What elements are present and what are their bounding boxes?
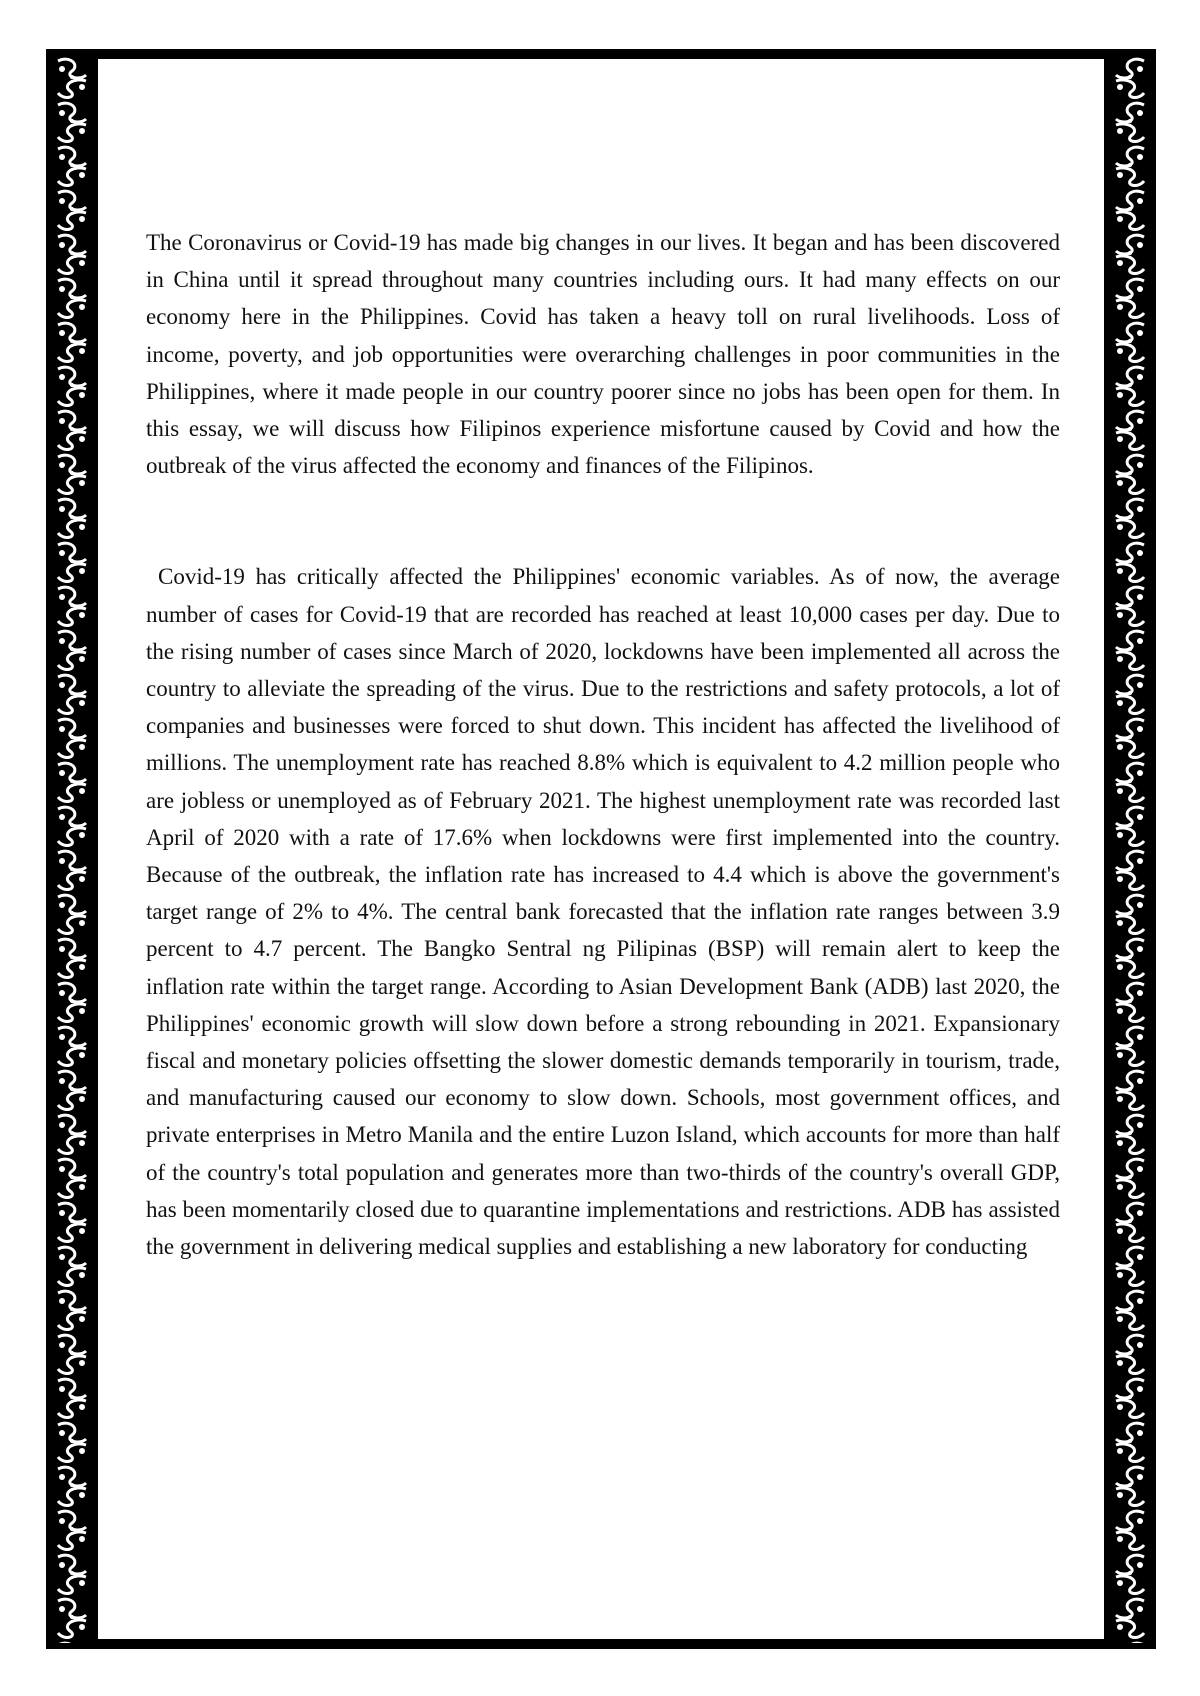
border-ornament-left (50, 55, 94, 1643)
essay-body (146, 224, 1060, 1265)
paragraph-intro: The Coronavirus or Covid-19 has made big changes in our lives. It began and has been discovered in China until it spread throughout many countries including ours. It had many effects on our economy here in the Philippines. Covid has taken a heavy toll on rural livelihoods. Loss of income, poverty, and job opportunities were overarching challenges in poor communities in the Philippines, where it made people in our country poorer since no jobs has been open for them. In this essay, we will discuss how Filipinos experience misfortune caused by Covid and how the outbreak of the virus affected the economy and finances of the Filipinos. (146, 230, 1060, 479)
paragraph-economic-effects: Covid-19 has critically affected the Philippines' economic variables. As of now, the average number of cases for Covid-19 that are recorded has reached at least 10,000 cases per day. Due to the rising number of cases since March of 2020, lockdowns have been implemented all across the country to alleviate the spreading of the virus. Due to the restrictions and safety protocols, a lot of companies and businesses were forced to shut down. This incident has affected the livelihood of millions. The unemployment rate has reached 8.8% which is equivalent to 4.2 million people who are jobless or unemployed as of February 2021. The highest unemployment rate was recorded last April of 2020 with a rate of 17.6% when lockdowns were first implemented into the country. Because of the outbreak, the inflation rate has increased to 4.4 which is above the government's target range of 2% to 4%. The central bank forecasted that the inflation rate ranges between 3.9 percent to 4.7 percent. The Bangko Sentral ng Pilipinas (BSP) will remain alert to keep the inflation rate within the target range. According to Asian Development Bank (ADB) last 2020, the Philippines' economic growth will slow down before a strong rebounding in 2021. Expansionary fiscal and monetary policies offsetting the slower domestic demands temporarily in tourism, trade, and manufacturing caused our economy to slow down. Schools, most government offices, and private enterprises in Metro Manila and the entire Luzon Island, which accounts for more than half of the country's total population and generates more than two-thirds of the country's overall GDP, has been momentarily closed due to quarantine implementations and restrictions. ADB has assisted the government in delivering medical supplies and establishing a new laboratory for conducting (146, 564, 1060, 1260)
border-ornament-right (1108, 55, 1152, 1643)
